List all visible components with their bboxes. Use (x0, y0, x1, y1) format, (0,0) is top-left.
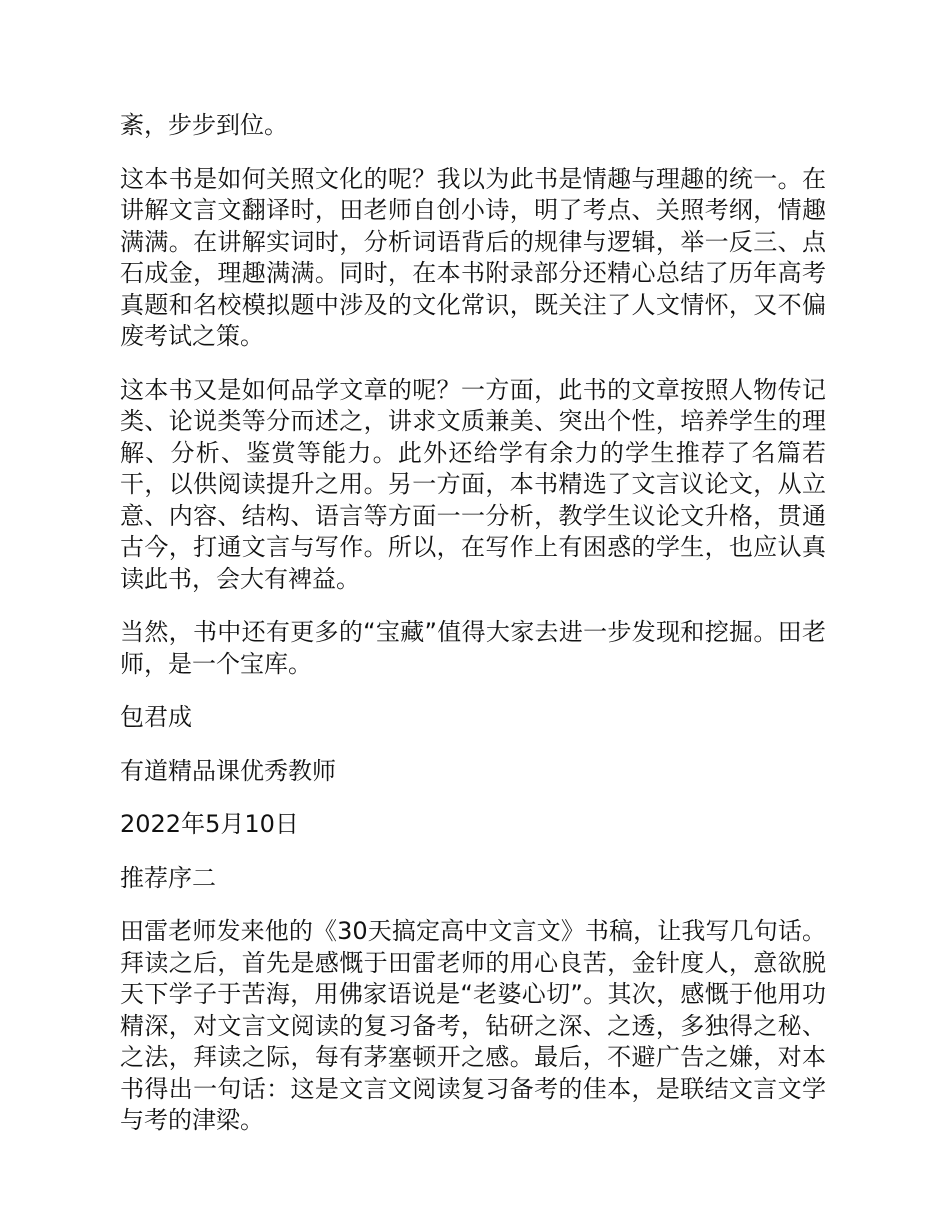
signature-date: 2022年5月10日 (120, 810, 299, 838)
paragraph-articles: 这本书又是如何品学文章的呢？一方面，此书的文章按照人物传记类、论说类等分而述之，讲求文质兼美、突出个性，培养学生的理解、分析、鉴赏等能力。此外还给学有余力的学生推荐了名篇若干，以供阅读提升之用。另一方面，本书精选了文言议论文，从立意、内容、结构、语言等方面一一分析，教学生议论文升格，贯通古今，打通文言与写作。所以，在写作上有困惑的学生，也应认真读此书，会大有裨益。 (120, 375, 826, 593)
paragraph-continuation: 紊，步步到位。 (120, 111, 288, 139)
paragraph-culture: 这本书是如何关照文化的呢？我以为此书是情趣与理趣的统一。在讲解文言文翻译时，田老师自创小诗，明了考点、关照考纲，情趣满满。在讲解实词时，分析词语背后的规律与逻辑，举一反三、点石成金，理趣满满。同时，在本书附录部分还精心总结了历年高考真题和名校模拟题中涉及的文化常识，既关注了人文情怀，又不偏废考试之策。 (120, 164, 826, 350)
paragraph-preface-two: 田雷老师发来他的《30天搞定高中文言文》书稿，让我写几句话。拜读之后，首先是感慨于田雷老师的用心良苦，金针度人，意欲脱天下学子于苦海，用佛家语说是“老婆心切”。其次，感慨于他用功精深，对文言文阅读的复习备考，钻研之深、之透，多独得之秘、之法，拜读之际，每有茅塞顿开之感。最后，不避广告之嫌，对本书得出一句话：这是文言文阅读复习备考的佳本，是联结文言文学与考的津梁。 (120, 917, 826, 1134)
section-heading: 推荐序二 (120, 863, 216, 892)
signature-title: 有道精品课优秀教师 (120, 756, 336, 785)
signature-name: 包君成 (120, 703, 192, 731)
document-page (120, 110, 826, 1159)
paragraph-treasure: 当然，书中还有更多的“宝藏”值得大家去进一步发现和挖掘。田老师，是一个宝库。 (120, 618, 826, 678)
